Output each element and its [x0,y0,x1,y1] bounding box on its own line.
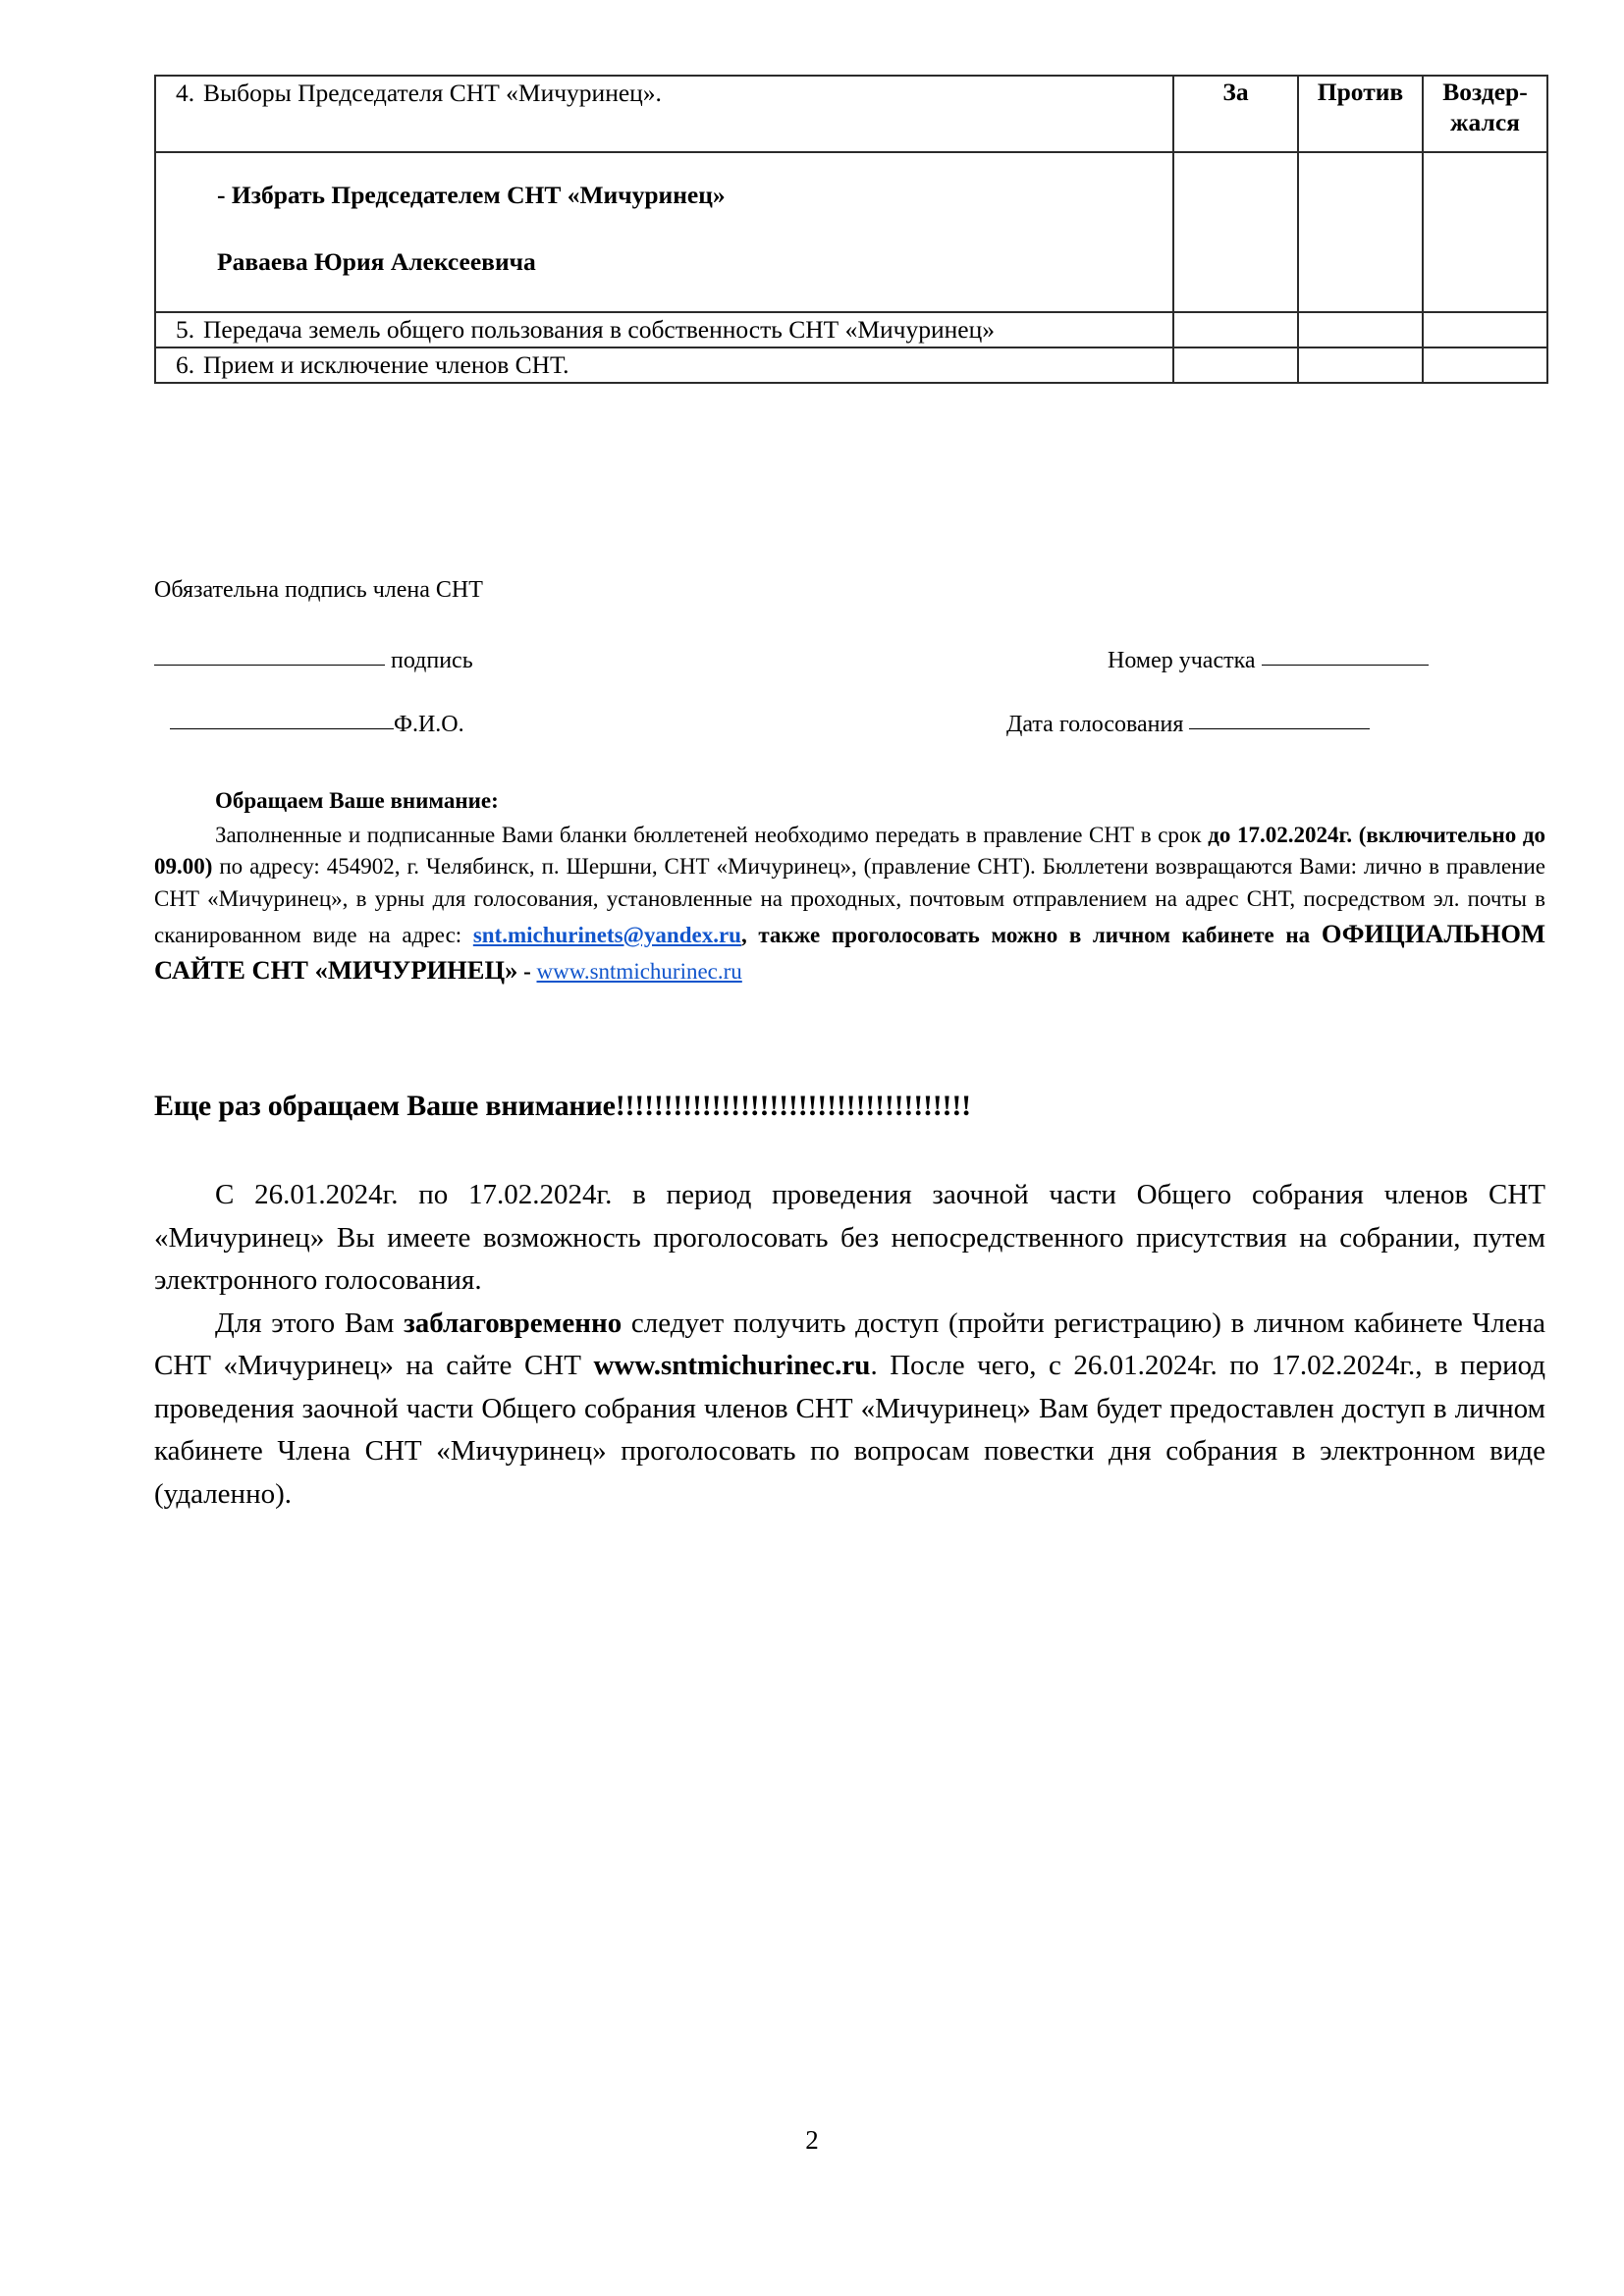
column-header-against: Против [1298,76,1423,152]
page-number: 2 [805,2125,819,2155]
plot-number-input[interactable] [1262,665,1429,666]
signature-field-row [154,648,473,674]
column-header-abstain [1423,76,1547,152]
candidate-cell [155,152,1173,312]
signature-input[interactable] [154,665,385,666]
ballot-table [154,75,1548,384]
vote-box-against-candidate[interactable] [1298,152,1423,312]
question-number-6: 6. [176,349,195,379]
attention-text-part1: Заполненные и подписанные Вами бланки бюллетеней необходимо передать в правление СНТ в срок [215,822,1209,847]
vote-box-abstain-5[interactable] [1423,312,1547,347]
official-site-emphasis: ОФИЦИАЛЬНОМ САЙТЕ СНТ «МИЧУРИНЕЦ» [154,918,1545,986]
paragraph-registration [154,1303,1545,1517]
column-header-for: За [1173,76,1298,152]
paragraph-electronic-voting [154,1174,1545,1303]
vote-date-input[interactable] [1189,728,1370,729]
vote-box-abstain-candidate[interactable] [1423,152,1547,312]
table-row [155,347,1547,383]
column-header-abstain-line1: Воздер- [1442,78,1528,106]
candidate-line-1: - Избрать Председателем СНТ «Мичуринец» [217,181,726,209]
attention-body [154,820,1545,989]
question-text-6: Прием и исключение членов СНТ. [203,349,569,379]
question-text-5: Передача земель общего пользования в собственность СНТ «Мичуринец» [203,315,996,345]
vote-box-abstain-6[interactable] [1423,347,1547,383]
fio-label: Ф.И.О. [394,712,464,737]
question-cell-6 [155,347,1173,383]
attention-deadline: до 17.02.2024г. (включительно до 09.00) [154,822,1545,880]
vote-box-for-5[interactable] [1173,312,1298,347]
fio-field-row [170,712,464,738]
website-text: www.sntmichurinec.ru [593,1350,871,1381]
body-text-block [154,1174,1545,1516]
paragraph-1-text: С 26.01.2024г. по 17.02.2024г. в период проведения заочной части Общего собрания членов СНТ «Мичуринец» Вы имеете возможность проголосовать без непосредственного присутствия на собрании, путем электронного голосования. [154,1179,1545,1296]
vote-box-against-6[interactable] [1298,347,1423,383]
paragraph-2-part2: . После чего, с 26.01.2024г. по 17.02.2024г., в период проведения заочной части Общего собрания членов СНТ «Мичуринец» Вам будет предоставлен доступ в личном кабинете Члена СНТ «Мичуринец» проголосовать по вопросам повестки дня собрания в электронном виде (удаленно). [154,1350,1546,1510]
plot-number-field-row [1108,648,1429,674]
vote-box-for-6[interactable] [1173,347,1298,383]
shout-heading: Еще раз обращаем Ваше внимание!!!!!!!!!!!!!!!!!!!!!!!!!!!!!!!!!!!!! [154,1090,971,1122]
attention-block [154,785,1545,989]
paragraph-2-mid: следует получить доступ (пройти регистрацию) в личном кабинете Члена СНТ «Мичуринец» на сайте СНТ [154,1307,1545,1381]
attention-heading: Обращаем Ваше внимание: [215,788,499,813]
email-link[interactable]: snt.michurinets@yandex.ru [472,922,741,947]
vote-date-field-row [1006,712,1370,738]
paragraph-2-emphasis: заблаговременно [404,1307,623,1339]
signature-label: подпись [391,648,473,673]
attention-text-part2: по адресу: 454902, г. Челябинск, п. Шершни, СНТ «Мичуринец», (правление СНТ). Бюллетени возвращаются Вами: лично в правление СНТ «Мичуринец», в урны для голосования, установленные на проходных, почтовым отправлением на адрес СНТ, посредством эл. почты в сканированном виде на адрес: [154,854,1545,947]
table-row [155,76,1547,152]
fio-input[interactable] [170,728,394,729]
question-cell-5 [155,312,1173,347]
website-link-1[interactable]: www.sntmichurinec.ru [536,959,742,985]
attention-text-part3: , также проголосовать можно в личном кабинете на [740,922,1322,947]
vote-box-against-5[interactable] [1298,312,1423,347]
ballot-table-container [154,75,1545,384]
question-cell-4 [155,76,1173,152]
question-text-4: Выборы Председателя СНТ «Мичуринец». [203,79,662,107]
question-number-4: 4. [176,79,195,107]
column-header-abstain-line2: жался [1450,108,1520,137]
vote-date-label: Дата голосования [1006,712,1184,737]
candidate-line-2: Раваева Юрия Алексеевича [217,246,536,276]
table-row [155,152,1547,312]
paragraph-2-part1: Для этого Вам [215,1307,405,1339]
question-number-5: 5. [176,315,195,345]
vote-box-for-candidate[interactable] [1173,152,1298,312]
table-row [155,312,1547,347]
plot-number-label: Номер участка [1108,648,1256,673]
attention-dash: - [517,959,537,985]
signature-required-note: Обязательна подпись члена СНТ [154,577,483,603]
